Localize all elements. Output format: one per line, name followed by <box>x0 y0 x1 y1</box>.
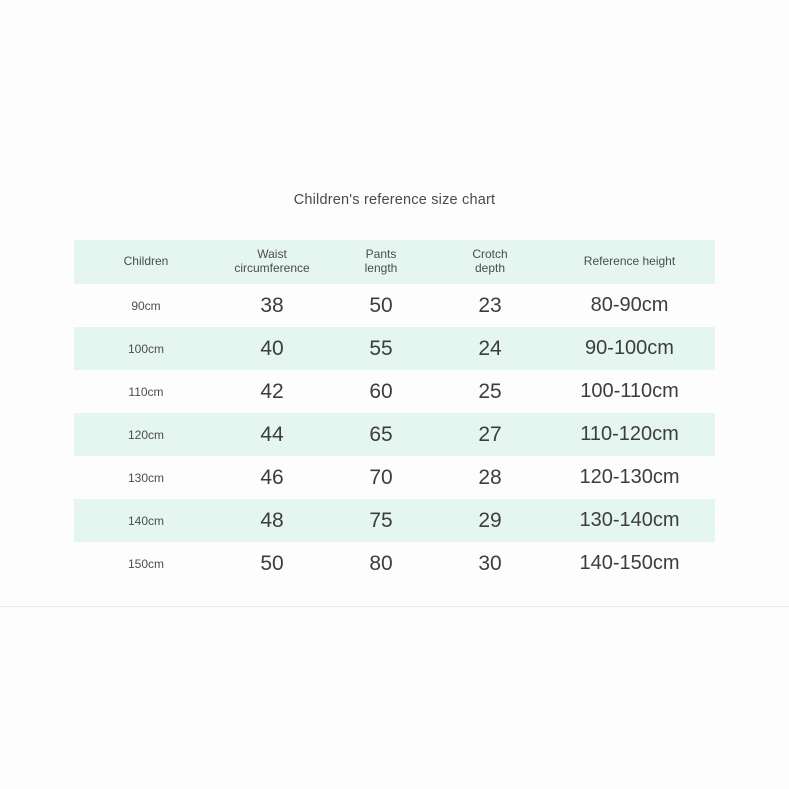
table-row <box>74 413 715 456</box>
cell-waist: 40 <box>218 327 326 370</box>
cell-pants: 55 <box>326 327 436 370</box>
column-header-waist-line1: Waist <box>257 247 287 262</box>
size-chart-table <box>74 240 715 585</box>
table-row <box>74 327 715 370</box>
cell-crotch: 23 <box>478 293 502 317</box>
table-body <box>74 284 715 585</box>
cell-crotch: 28 <box>478 465 502 489</box>
column-header-crotch-depth <box>436 240 544 284</box>
cell-height: 110-120cm <box>544 413 715 456</box>
cell-height: 130-140cm <box>544 499 715 542</box>
column-header-waist-line2: circumference <box>234 261 310 275</box>
column-header-crotch-line1: Crotch <box>472 247 508 262</box>
table-row <box>74 284 715 327</box>
section-divider <box>0 606 789 607</box>
column-header-pants-line2: length <box>364 261 398 275</box>
cell-pants: 65 <box>326 413 436 456</box>
cell-height: 120-130cm <box>579 466 680 488</box>
cell-height: 100-110cm <box>580 380 679 402</box>
cell-waist: 44 <box>218 413 326 456</box>
cell-waist: 50 <box>260 551 284 575</box>
table-row <box>74 456 715 499</box>
cell-size: 110cm <box>128 384 164 399</box>
column-header-children-line1: Children <box>123 254 169 269</box>
cell-height: 80-90cm <box>590 294 669 316</box>
table-header-row <box>74 240 715 284</box>
cell-waist: 42 <box>260 379 284 403</box>
cell-pants: 60 <box>369 379 393 403</box>
cell-crotch: 27 <box>436 413 544 456</box>
cell-size: 120cm <box>74 413 218 456</box>
cell-height: 90-100cm <box>544 327 715 370</box>
cell-size: 130cm <box>127 470 165 485</box>
cell-crotch: 24 <box>436 327 544 370</box>
column-header-pants-line1: Pants <box>365 247 397 262</box>
table-header <box>74 240 715 284</box>
table-row <box>74 370 715 413</box>
cell-waist: 48 <box>218 499 326 542</box>
cell-pants: 80 <box>369 551 393 575</box>
cell-height: 140-150cm <box>579 552 680 574</box>
table-row <box>74 499 715 542</box>
table-row <box>74 542 715 585</box>
column-header-pants-length <box>326 240 436 284</box>
cell-size: 90cm <box>131 298 161 313</box>
column-header-reference-height <box>544 240 715 284</box>
column-header-height-line1: Reference height <box>583 254 676 269</box>
column-header-crotch-line2: depth <box>474 261 506 275</box>
cell-pants: 75 <box>326 499 436 542</box>
cell-waist: 38 <box>260 293 284 317</box>
cell-pants: 50 <box>369 293 393 317</box>
cell-size: 150cm <box>127 556 165 571</box>
cell-size: 100cm <box>74 327 218 370</box>
cell-crotch: 29 <box>436 499 544 542</box>
column-header-children <box>74 240 218 284</box>
cell-crotch: 30 <box>478 551 502 575</box>
cell-size: 140cm <box>74 499 218 542</box>
column-header-waist <box>218 240 326 284</box>
cell-pants: 70 <box>369 465 393 489</box>
cell-crotch: 25 <box>478 379 502 403</box>
cell-waist: 46 <box>260 465 284 489</box>
page-title: Children's reference size chart <box>293 192 496 208</box>
